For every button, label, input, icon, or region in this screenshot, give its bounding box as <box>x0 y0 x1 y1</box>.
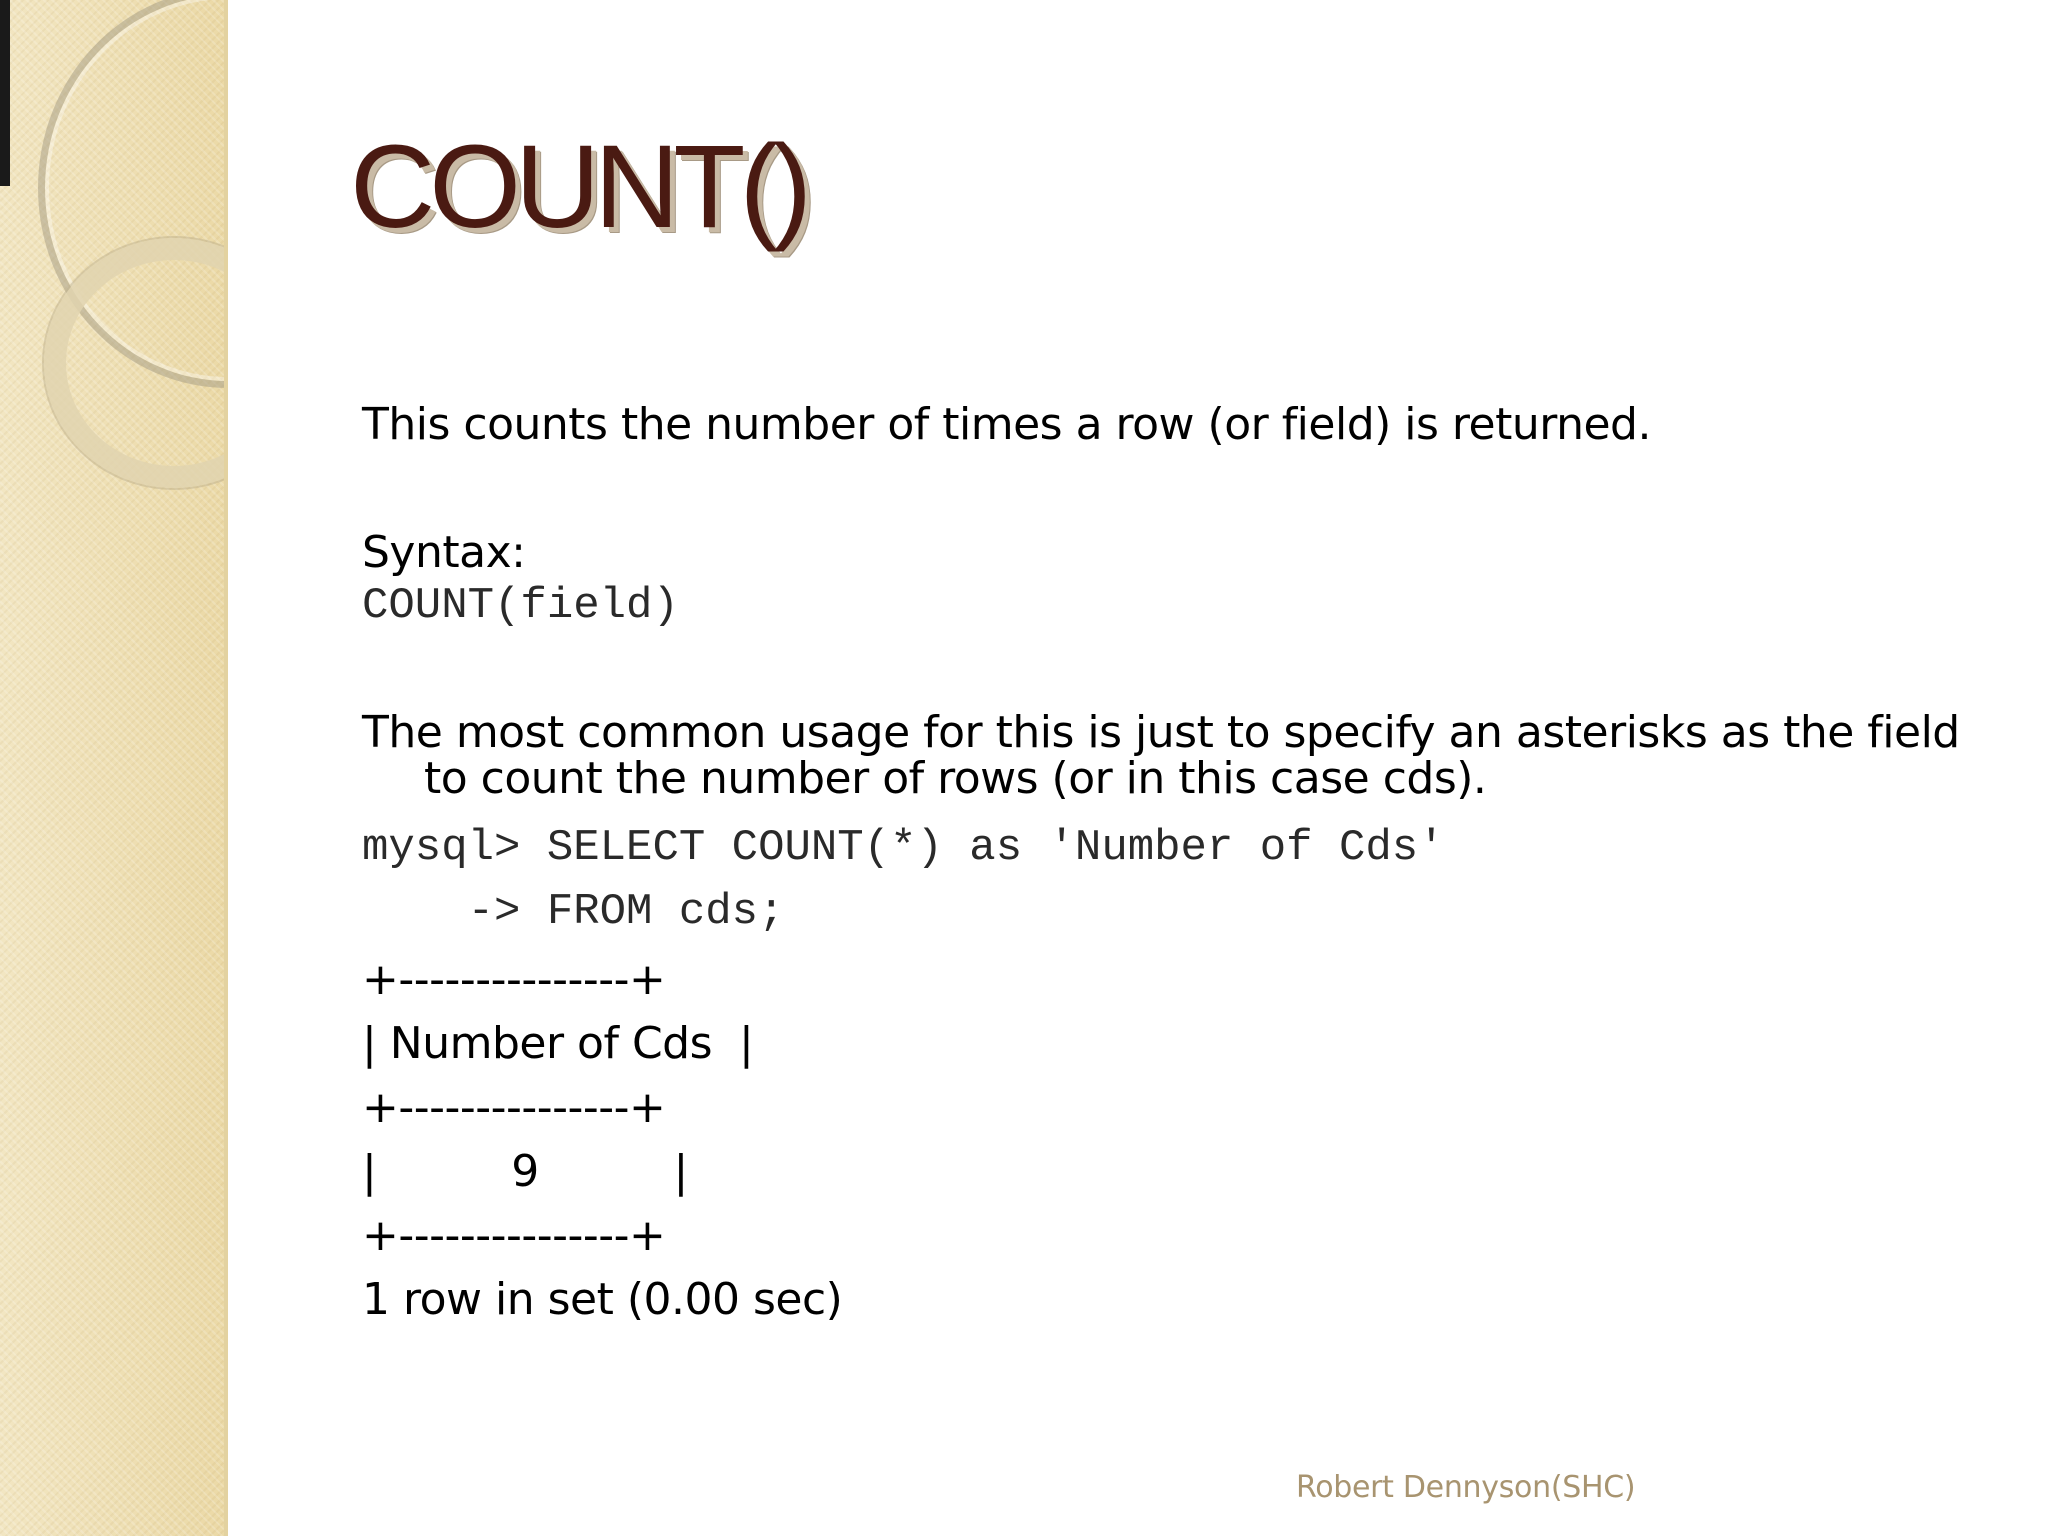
decorative-sidebar <box>0 0 228 1536</box>
slide-body <box>362 400 1982 1332</box>
result-border-top: +---------------+ <box>362 954 666 1005</box>
result-header: | Number of Cds | <box>362 1018 754 1069</box>
description-text: This counts the number of times a row (or field) is returned. <box>362 399 1651 450</box>
usage-text: The most common usage for this is just to specify an asterisks as the field to count the number of rows (or in this case cds). <box>362 707 1960 804</box>
syntax-code: COUNT(field) <box>362 581 679 631</box>
query-line-2: -> FROM cds; <box>362 887 785 937</box>
result-value: | 9 | <box>362 1146 688 1197</box>
decorative-top-line <box>0 0 10 186</box>
result-border-bottom: +---------------+ <box>362 1210 666 1261</box>
result-footer: 1 row in set (0.00 sec) <box>362 1274 843 1325</box>
result-border-middle: +---------------+ <box>362 1082 666 1133</box>
syntax-label: Syntax: <box>362 527 526 578</box>
author-footer: Robert Dennyson(SHC) <box>1296 1470 1636 1505</box>
sidebar-edge <box>224 0 228 1536</box>
query-line-1: mysql> SELECT COUNT(*) as 'Number of Cds' <box>362 823 1445 873</box>
slide-title: COUNT() <box>350 121 807 253</box>
